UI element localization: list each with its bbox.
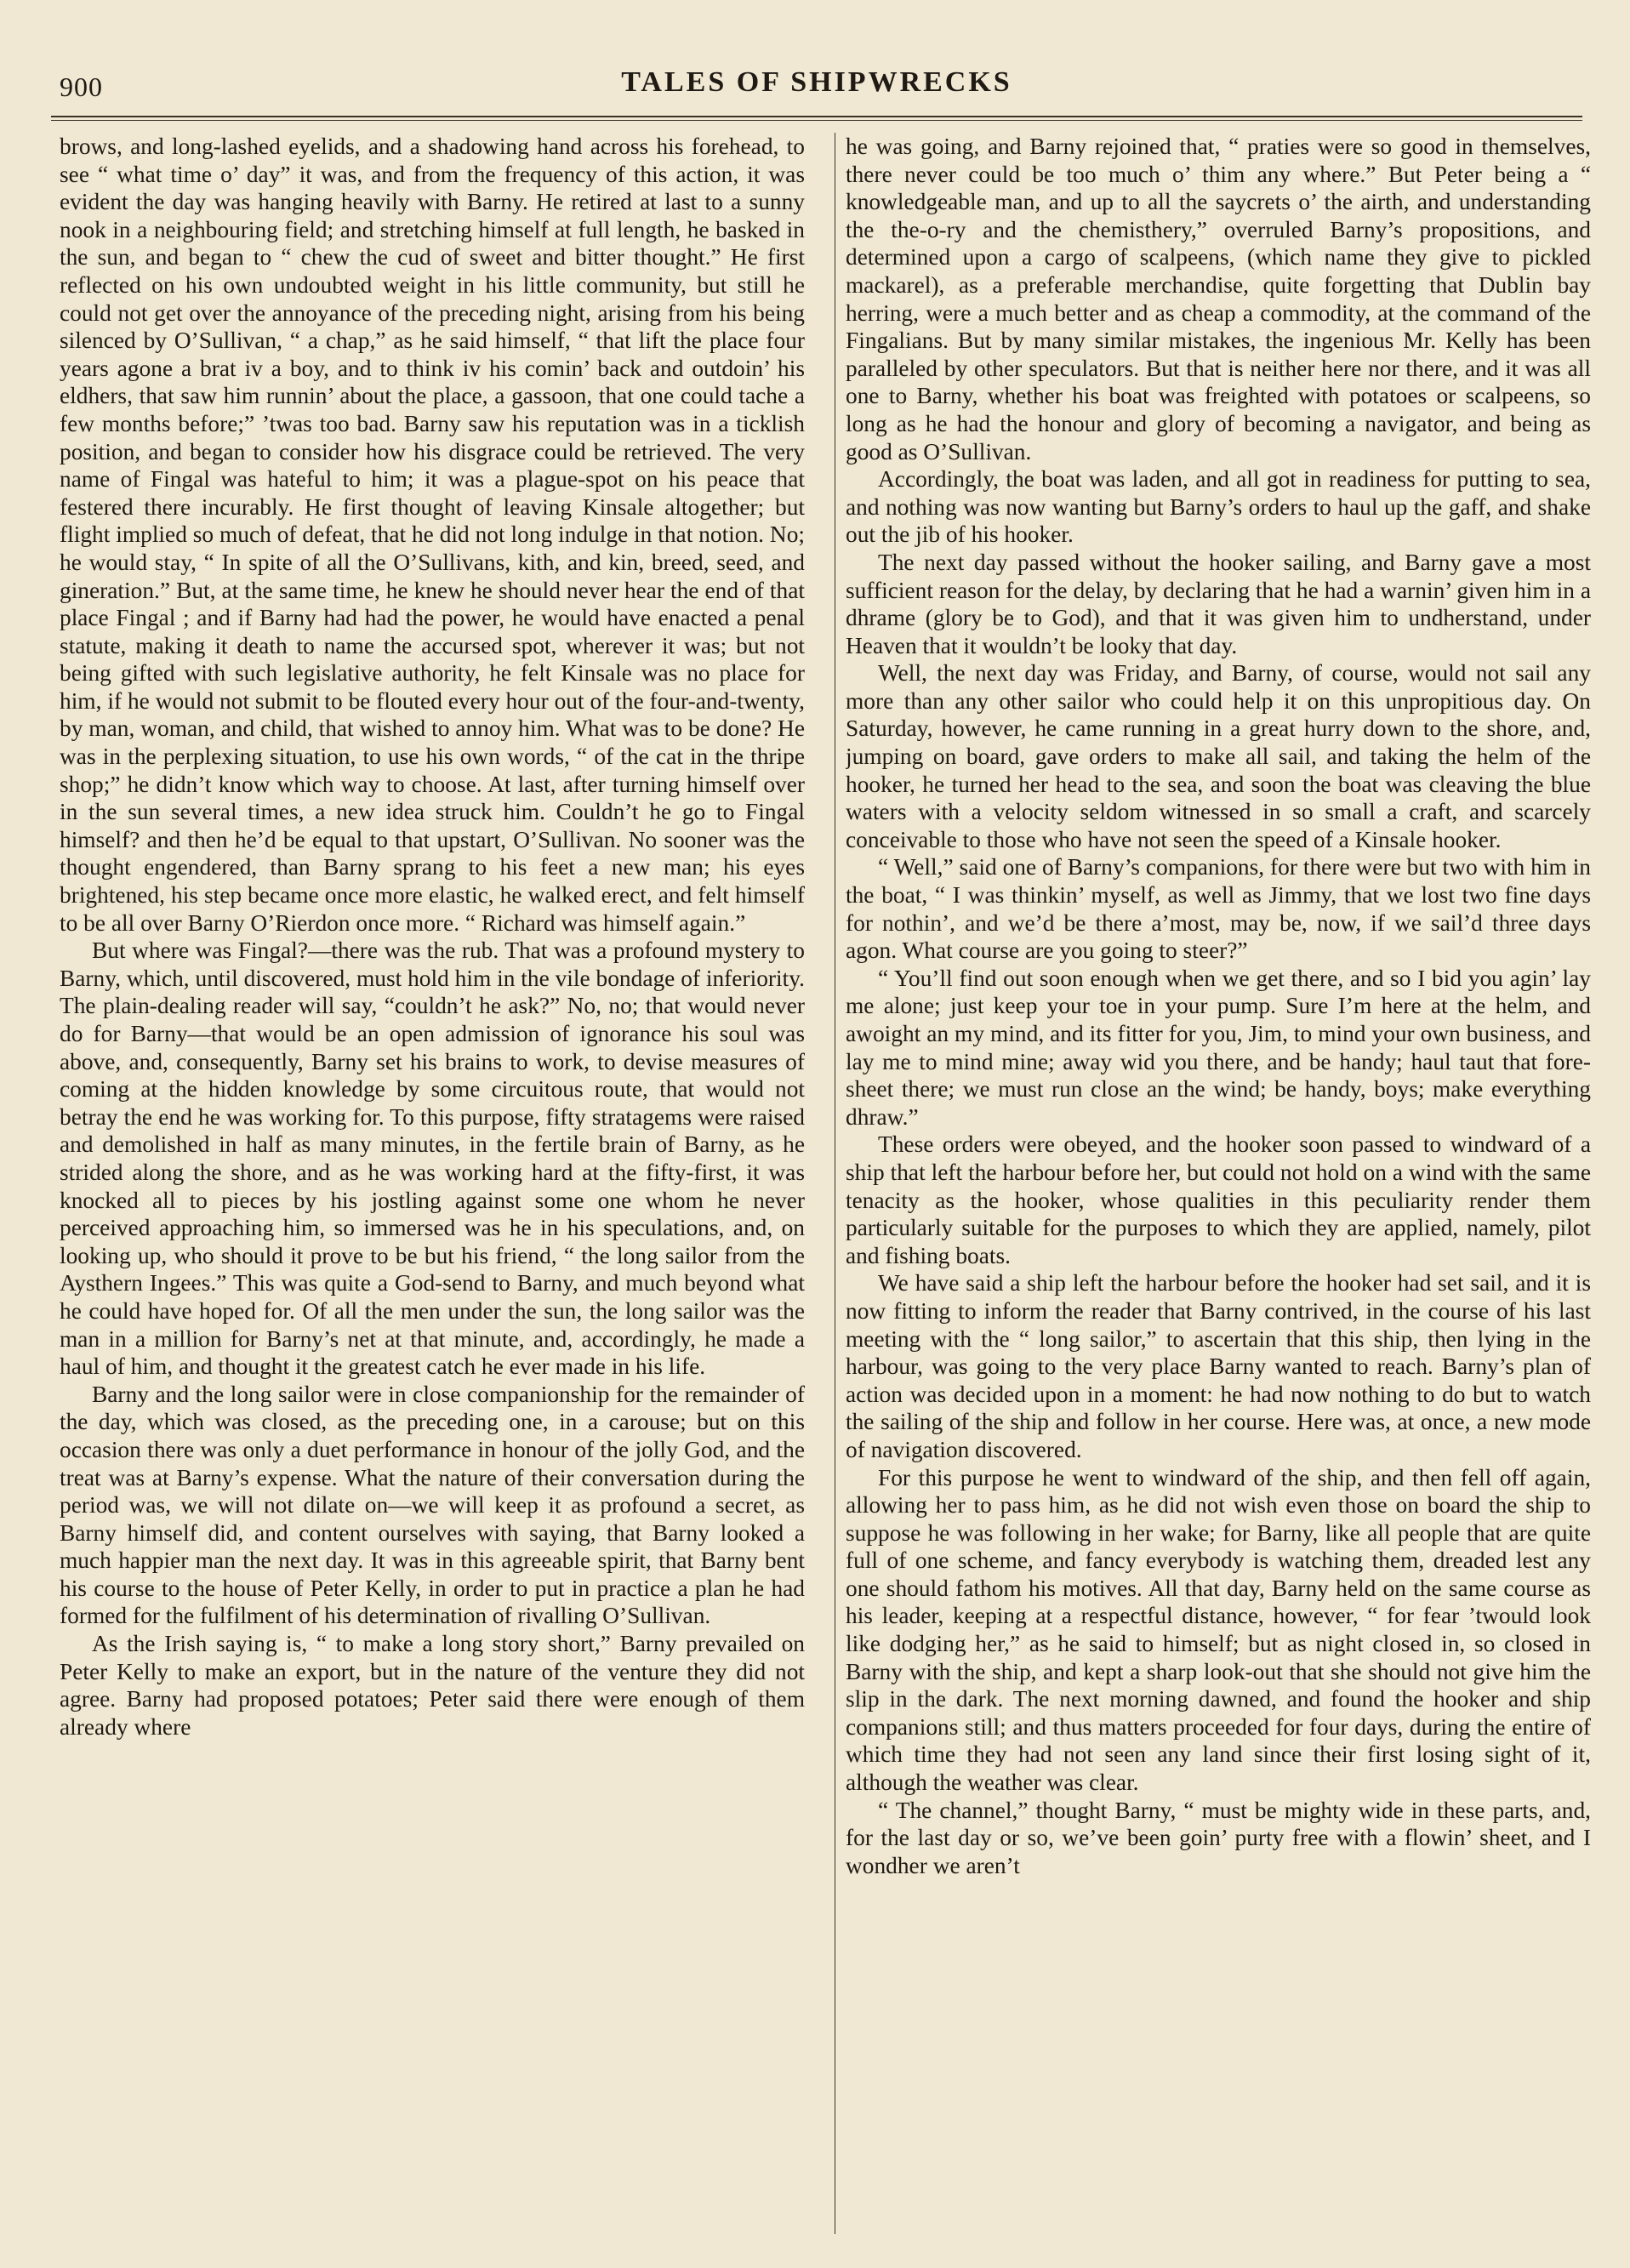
paragraph: As the Irish saying is, “ to make a long story short,” Barny prevailed on Peter Kelly to make an export, but in the nature of the venture they did not agree. Barny had proposed potatoes; Peter said there were enough of them already where xyxy=(60,1631,805,1740)
right-column xyxy=(846,133,1591,2242)
paragraph: Well, the next day was Friday, and Barny, of course, would not sail any more than any other sailor who could help it on this unpropitious day. On Saturday, however, he came running in a great hurry down to the shore, and, jumping on board, gave orders to make all sail, and taking the helm of the hooker, he turned her head to the sea, and soon the boat was cleaving the blue waters with a velocity seldom witnessed in so small a craft, and scarcely conceivable to those who have not seen the speed of a Kinsale hooker. xyxy=(846,660,1591,852)
paragraph: Accordingly, the boat was laden, and all got in readiness for putting to sea, and nothing was now wanting but Barny’s orders to haul up the gaff, and shake out the jib of his hooker. xyxy=(846,466,1591,548)
paragraph: We have said a ship left the harbour before the hooker had set sail, and it is now fitting to inform the reader that Barny contrived, in the course of his last meeting with the “ long sailor,” to ascertain that this ship, then lying in the harbour, was going to the very place Barny wanted to reach. Barny’s plan of action was decided upon in a moment: he had now nothing to do but to watch the sailing of the ship and follow in her course. Here was, at once, a new mode of navigation discovered. xyxy=(846,1270,1591,1462)
paragraph: he was going, and Barny rejoined that, “ praties were so good in themselves, there never could be too much o’ thim any where.” But Peter being a “ knowledgeable man, and up to all the saycrets o’ the airth, and understanding the the-o-ry and the chemisthery,” overruled Barny’s propositions, and determined upon a cargo of scalpeens, (which name they give to pickled mackarel), as a preferable merchandise, quite forgetting that Dublin bay herring, were a much better and as cheap a commodity, at the command of the Fingalians. But by many similar mistakes, the ingenious Mr. Kelly has been paralleled by other speculators. But that is neither here nor there, and it was all one to Barny, whether his boat was freighted with potatoes or scalpeens, so long as he had the honour and glory of becoming a navigator, and being as good as O’Sullivan. xyxy=(846,134,1591,464)
page-header xyxy=(34,60,1599,111)
paragraph: “ Well,” said one of Barny’s companions, for there were but two with him in the boat, “ I was thinkin’ myself, as well as Jimmy, that we lost two fine days for nothin’, and we’d be there a’most, may be, now, if we sail’d three days agon. What course are you going to steer?” xyxy=(846,854,1591,964)
paragraph: The next day passed without the hooker sailing, and Barny gave a most sufficient reason for the delay, by declaring that he had a warnin’ given him in a dhrame (glory be to God), and that it was given him to undherstand, under Heaven that it wouldn’t be looky that day. xyxy=(846,549,1591,658)
header-rule-thin xyxy=(51,120,1582,121)
header-rule xyxy=(51,116,1582,117)
paragraph: “ You’ll find out soon enough when we get there, and so I bid you agin’ lay me alone; just keep your toe in your pump. Sure I’m here at the helm, and awoight an my mind, and its fitter for you, Jim, to mind your own business, and lay me to mind mine; away wid you there, and be handy; haul taut that fore-sheet there; we must run close an the wind; be handy, boys; make everything dhraw.” xyxy=(846,965,1591,1130)
paragraph: These orders were obeyed, and the hooker soon passed to windward of a ship that left the harbour before her, but could not hold on a wind with the same tenacity as the hooker, whose qualities in this peculiarity render them particularly suitable for the purposes to which they are applied, namely, pilot and fishing boats. xyxy=(846,1131,1591,1268)
page-number: 900 xyxy=(60,71,103,102)
paragraph: “ The channel,” thought Barny, “ must be mighty wide in these parts, and, for the last day or so, we’ve been goin’ purty free with a flowin’ sheet, and I wondher we aren’t xyxy=(846,1797,1591,1878)
paragraph: For this purpose he went to windward of the ship, and then fell off again, allowing her to pass him, as he did not wish even those on board the ship to suppose he was following in her wake; for Barny, like all people that are quite full of one scheme, and fancy everybody is watching them, dreaded lest any one should fathom his motives. All that day, Barny held on the same course as his leader, keeping at a respectful distance, however, “ for fear ’twould look like dodging her,” as he said to himself; but as night closed in, so closed in Barny with the ship, and kept a sharp look-out that she should not give him the slip in the dark. The next morning dawned, and found the hooker and ship companions still; and thus matters proceeded for four days, during the entire of which time they had not seen any land since their first losing sight of it, although the weather was clear. xyxy=(846,1464,1591,1796)
running-title: TALES OF SHIPWRECKS xyxy=(621,66,1012,98)
paragraph: But where was Fingal?—there was the rub. That was a profound mystery to Barny, which, until discovered, must hold him in the vile bondage of inferiority. The plain-dealing reader will say, “couldn’t he ask?” No, no; that would never do for Barny—that would be an open admission of ignorance his soul was above, and, consequently, Barny set his brains to work, to devise measures of coming at the hidden knowledge by some circuitous route, that would not betray the end he was working for. To this purpose, fifty stratagems were raised and demolished in half as many minutes, in the fertile brain of Barny, as he strided along the shore, and as he was working hard at the fifty-first, it was knocked all to pieces by his jostling against some one whom he never perceived approaching him, so immersed was he in his speculations, and, on looking up, who should it prove to be but his friend, “ the long sailor from the Aysthern Ingees.” This was quite a God-send to Barny, and much beyond what he could have hoped for. Of all the men under the sun, the long sailor was the man in a million for Barny’s net at that minute, and, accordingly, he made a haul of him, and thought it the greatest catch he ever made in his life. xyxy=(60,937,805,1380)
left-column xyxy=(60,133,805,2242)
paragraph: brows, and long-lashed eyelids, and a shadowing hand across his forehead, to see “ what time o’ day” it was, and from the frequency of this action, it was evident the day was hanging heavily with Barny. He retired at last to a sunny nook in a neighbouring field; and stretching himself at full length, he basked in the sun, and began to “ chew the cud of sweet and bitter thought.” He first reflected on his own undoubted weight in his little community, but still he could not get over the annoyance of the preceding night, arising from his being silenced by O’Sullivan, “ a chap,” as he said himself, “ that lift the place four years agone a brat iv a boy, and to think iv his comin’ back and outdoin’ his eldhers, that saw him runnin’ about the place, a gassoon, that one could tache a few months before;” ’twas too bad. Barny saw his reputation was in a ticklish position, and began to consider how his disgrace could be retrieved. The very name of Fingal was hateful to him; it was a plague-spot on his peace that festered there incurably. He first thought of leaving Kinsale altogether; but flight implied so much of defeat, that he did not long indulge in that notion. No; he would stay, “ In spite of all the O’Sullivans, kith, and kin, breed, seed, and gineration.” But, at the same time, he knew he should never hear the end of that place Fingal ; and if Barny had had the power, he would have enacted a penal statute, making it death to name the accursed spot, wherever it was; but not being gifted with such legislative authority, he felt Kinsale was no place for him, if he would not submit to be flouted every hour out of the four-and-twenty, by man, woman, and child, that wished to annoy him. What was to be done? He was in the perplexing situation, to use his own words, “ of the cat in the thripe shop;” he didn’t know which way to choose. At last, after turning himself over in the sun several times, a new idea struck him. Couldn’t he go to Fingal himself? and then he’d be equal to that upstart, O’Sullivan. No sooner was the thought engendered, than Barny sprang to his feet a new man; his eyes brightened, his step became once more elastic, he walked erect, and felt himself to be all over Barny O’Rierdon once more. “ Richard was himself again.” xyxy=(60,134,805,936)
text-columns xyxy=(60,133,1591,2242)
paragraph: Barny and the long sailor were in close companionship for the remainder of the day, which was closed, as the preceding one, in a carouse; but on this occasion there was only a duet performance in honour of the jolly God, and the treat was at Barny’s expense. What the nature of their conversation during the period was, we will not dilate on—we will keep it as profound a secret, as Barny himself did, and content ourselves with saying, that Barny looked a much happier man the next day. It was in this agreeable spirit, that Barny bent his course to the house of Peter Kelly, in order to put in practice a plan he had formed for the fulfilment of his determination of rivalling O’Sullivan. xyxy=(60,1381,805,1629)
